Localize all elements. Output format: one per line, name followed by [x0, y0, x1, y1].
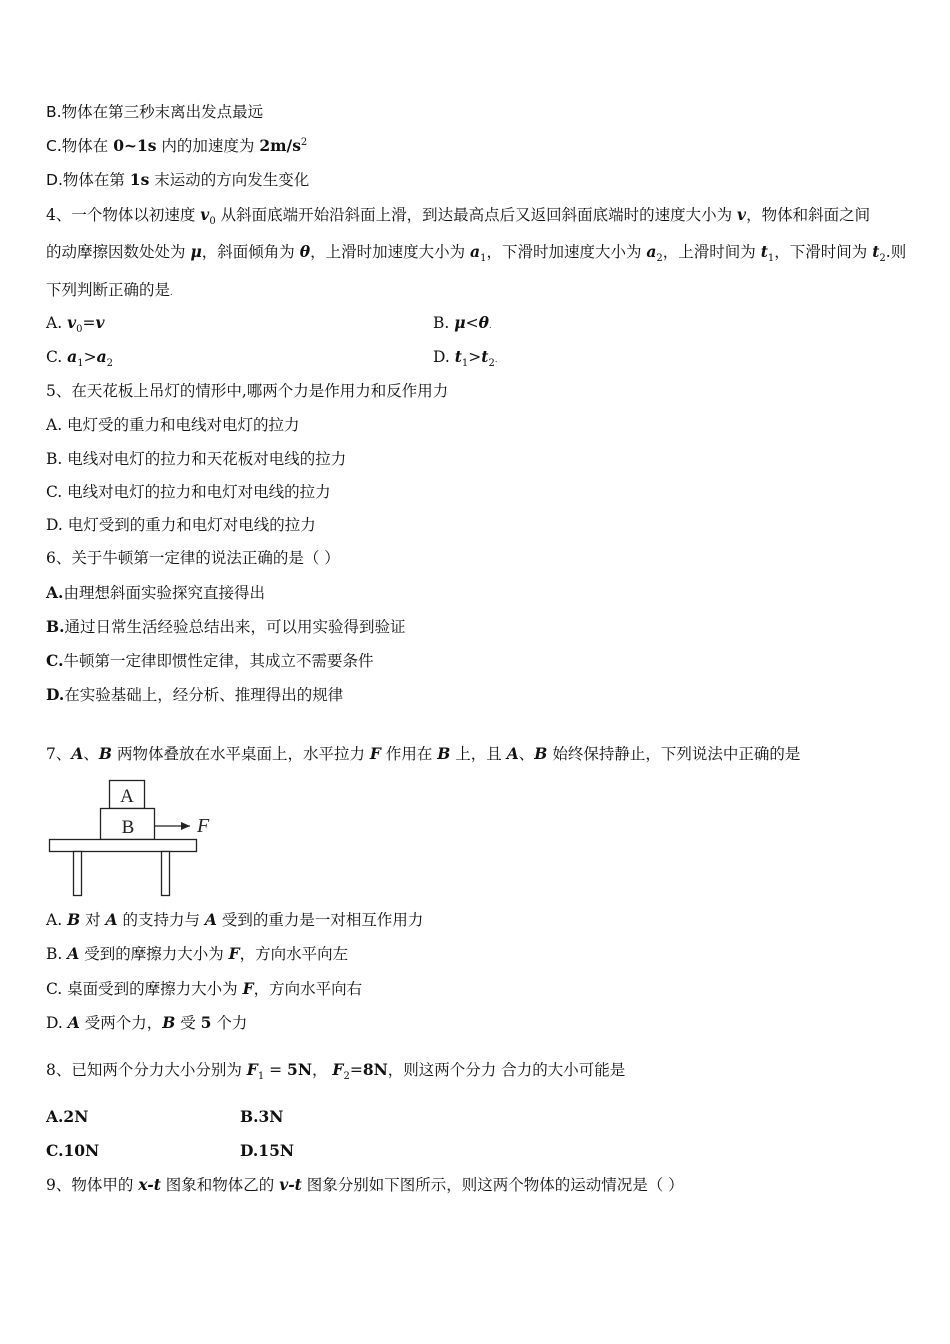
- q6-option-c: C.牛顿第一定律即惯性定律，其成立不需要条件: [46, 651, 374, 670]
- q8-option-b: B.3N: [240, 1107, 284, 1126]
- q6-option-d: D.在实验基础上，经分析、推理得出的规律: [46, 685, 344, 704]
- q5-stem: 5、在天花板上吊灯的情形中,哪两个力是作用力和反作用力: [46, 382, 449, 400]
- q6-stem: 6、关于牛顿第一定律的说法正确的是（ ）: [46, 549, 340, 567]
- q4-stem-line-1: 4、一个物体以初速度 $v_0$ 从斜面底端开始沿斜面上滑，到达最高点后又返回斜面底端时的速度大小为 v，物体和斜面之间: [46, 205, 871, 228]
- q3-option-d: D.物体在第 1s 末运动的方向发生变化: [46, 170, 310, 189]
- q7-stem: 7、A、B 两物体叠放在水平桌面上，水平拉力 F 作用在 B 上，且 A、B 始终保持静止，下列说法中正确的是: [46, 744, 801, 763]
- q7-option-d: D. A 受两个力，B 受 5 个力: [46, 1013, 248, 1032]
- table-leg-left: [74, 852, 82, 896]
- q4-stem-line-3: 下列判断正确的是.: [46, 281, 173, 299]
- q3-option-b: B.物体在第三秒末离出发点最远: [46, 103, 264, 121]
- q5-option-d: D. 电灯受到的重力和电灯对电线的拉力: [46, 516, 316, 534]
- q4-option-b: B. μ<θ.: [433, 313, 492, 332]
- q9-stem: 9、物体甲的 x-t 图象和物体乙的 v-t 图象分别如下图所示，则这两个物体的运动情况是（ ）: [46, 1175, 684, 1194]
- q8-option-c: C.10N: [46, 1141, 100, 1160]
- table-top: [50, 840, 197, 852]
- q5-option-a: A. 电灯受的重力和电线对电灯的拉力: [46, 416, 300, 434]
- force-arrowhead: [181, 822, 190, 830]
- q7-option-a: A. B 对 A 的支持力与 A 受到的重力是一对相互作用力: [46, 910, 424, 929]
- q6-option-a: A.由理想斜面实验探究直接得出: [46, 583, 265, 602]
- block-b-label: B: [121, 817, 135, 838]
- q5-option-b: B. 电线对电灯的拉力和天花板对电线的拉力: [46, 450, 347, 468]
- q8-option-d: D.15N: [240, 1141, 295, 1160]
- q4-option-a: A. $v_0=v$: [46, 313, 105, 336]
- q4-stem-line-2: 的动摩擦因数处处为 μ，斜面倾角为 θ，上滑时加速度大小为 $a_1$，下滑时加速度大小为 $a_2$，上滑时间为 $t_1$，下滑时间为 $t_2$.则: [46, 242, 907, 265]
- q4-option-c: C. $a_1>a_2$: [46, 347, 114, 370]
- force-label: F: [197, 815, 210, 837]
- q7-option-c: C. 桌面受到的摩擦力大小为 F，方向水平向右: [46, 979, 363, 998]
- q4-option-d: D. $t_1>t_2$.: [433, 347, 498, 370]
- q5-option-c: C. 电线对电灯的拉力和电灯对电线的拉力: [46, 483, 331, 501]
- q3-option-c: C.物体在 0~1s 内的加速度为 $2m/s^2$: [46, 136, 308, 155]
- table-leg-right: [162, 852, 170, 896]
- q7-table-diagram: [44, 776, 219, 900]
- q7-option-b: B. A 受到的摩擦力大小为 F，方向水平向左: [46, 944, 349, 963]
- block-a-label: A: [120, 786, 134, 807]
- q8-stem: 8、已知两个分力大小分别为 $F_1 = 5N$， $F_2=8N$，则这两个分力 合力的大小可能是: [46, 1060, 626, 1083]
- q8-option-a: A.2N: [46, 1107, 89, 1126]
- q6-option-b: B.通过日常生活经验总结出来，可以用实验得到验证: [46, 617, 406, 636]
